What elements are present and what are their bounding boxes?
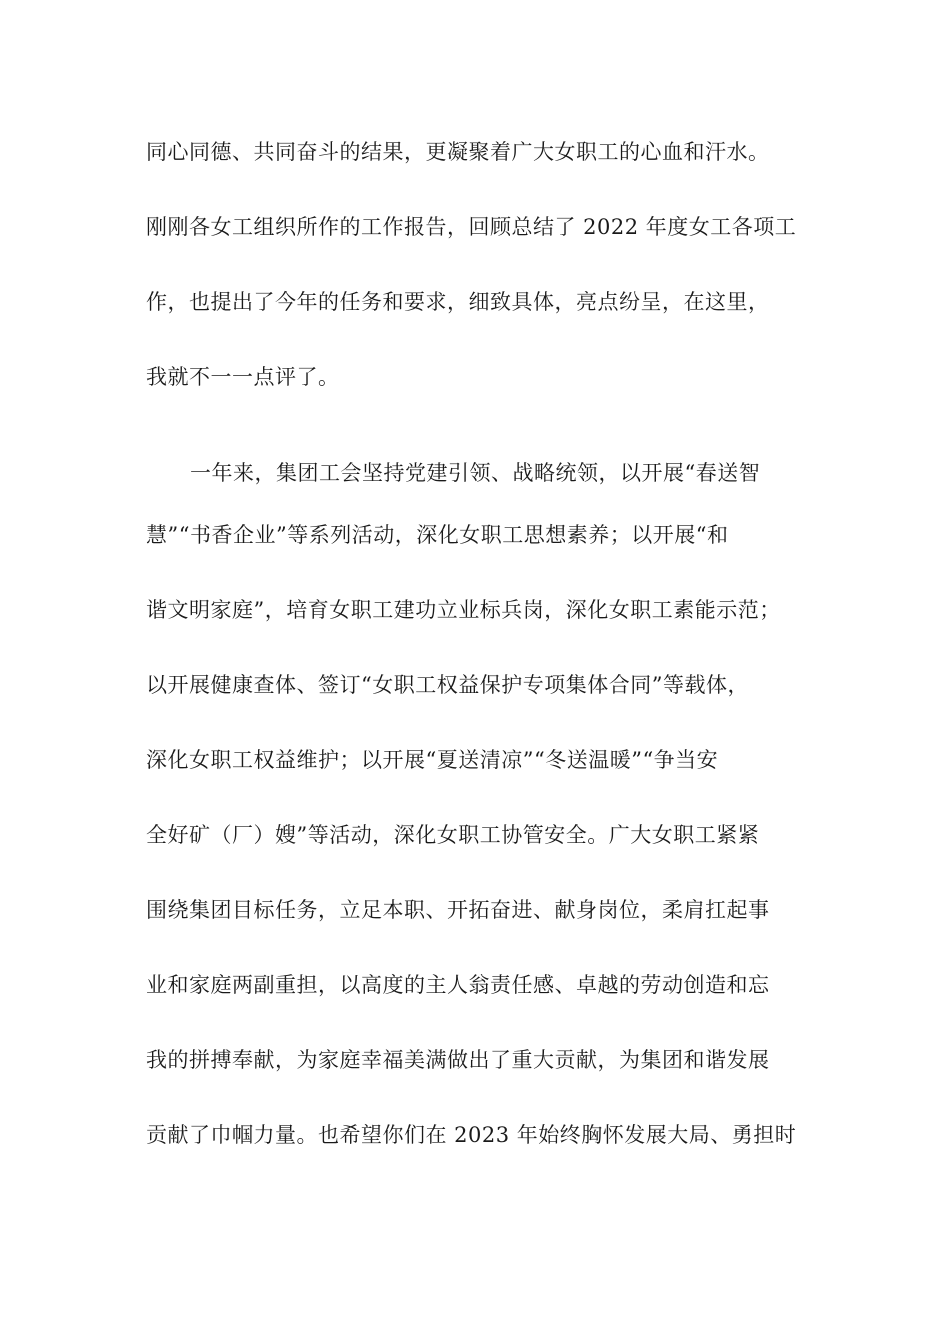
text-line-12: 业和家庭两副重担，以高度的主人翁责任感、卓越的劳动创造和忘 [146,973,770,997]
text-line-14: 贡献了巾帼力量。也希望你们在 2023 年始终胸怀发展大局、勇担时 [146,1123,797,1147]
text-line-7: 谐文明家庭”，培育女职工建功立业标兵岗，深化女职工素能示范； [146,598,781,622]
text-line-3: 作，也提出了今年的任务和要求，细致具体，亮点纷呈，在这里， [146,290,770,314]
text-line-6: 慧”“书香企业”等系列活动，深化女职工思想素养；以开展“和 [146,523,729,547]
text-line-2: 刚刚各女工组织所作的工作报告，回顾总结了 2022 年度女工各项工 [146,215,797,239]
text-line-11: 围绕集团目标任务，立足本职、开拓奋进、献身岗位，柔肩扛起事 [146,898,770,922]
text-line-4: 我就不一一点评了。 [146,365,340,389]
text-line-1: 同心同德、共同奋斗的结果，更凝聚着广大女职工的心血和汗水。 [146,140,770,164]
text-line-5: 一年来，集团工会坚持党建引领、战略统领，以开展“春送智 [190,461,761,485]
text-line-13: 我的拼搏奉献，为家庭幸福美满做出了重大贡献，为集团和谐发展 [146,1048,770,1072]
text-line-10: 全好矿（厂）嫂”等活动，深化女职工协管安全。广大女职工紧紧 [146,823,760,847]
text-line-8: 以开展健康查体、签订“女职工权益保护专项集体合同”等载体， [146,673,749,697]
text-line-9: 深化女职工权益维护；以开展“夏送清凉”“冬送温暖”“争当安 [146,748,719,772]
